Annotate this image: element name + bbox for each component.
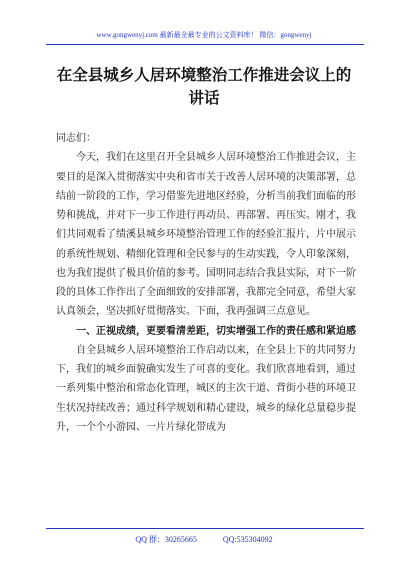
opening-paragraph: 今天，我们在这里召开全县城乡人居环境整治工作推进会议，主要目的是深入贯彻落实中央和省市关于改善人居环境的决策部署，总结前一阶段的工作，学习借鉴先进地区经验，分析当前我们面临的形势和挑战，并对下一步工作进行再动员、再部署、再压实。刚才，我们共同观看了绩溪县城乡环境整治管理工作的经验汇报片，片中展示的系统性规划、精细化管理和全民参与的生动实践，令人印象深刻，也为我们提供了极具价值的参考。国明同志结合我县实际，对下一阶段的具体工作作出了全面细致的安排部署，我都完全同意，希望大家认真领会，坚决抓好贯彻落实。下面，我再强调三点意见。 [56, 152, 356, 318]
document-body [56, 129, 356, 437]
header-divider [46, 44, 364, 45]
document-title: 在全县城乡人居环境整治工作推进会议上的讲话 [56, 66, 352, 107]
header-banner: www.gongwenyj.com 最新最全最专业的公文资料库！ 微信：gongwenyj [96, 31, 312, 39]
footer-qq-group: QQ 群：30265665 [135, 535, 197, 544]
salutation: 同志们： [56, 133, 96, 144]
section-heading: 一、正视成绩，更要看清差距，切实增强工作的责任感和紧迫感 [76, 325, 356, 337]
footer-divider [46, 528, 364, 529]
footer-contact [0, 534, 408, 545]
section-paragraph: 自全县城乡人居环境整治工作启动以来，在全县上下的共同努力下，我们的城乡面貌确实发生了可喜的变化。我们欣喜地看到，通过一系列集中整治和常态化管理，城区的主次干道、背街小巷的环境卫生状况持续改善；通过科学规划和精心建设，城乡的绿化总量稳步提升，一个个小游园、一片片绿化带成为 [56, 344, 356, 433]
footer-qq: QQ:535304092 [222, 535, 273, 544]
